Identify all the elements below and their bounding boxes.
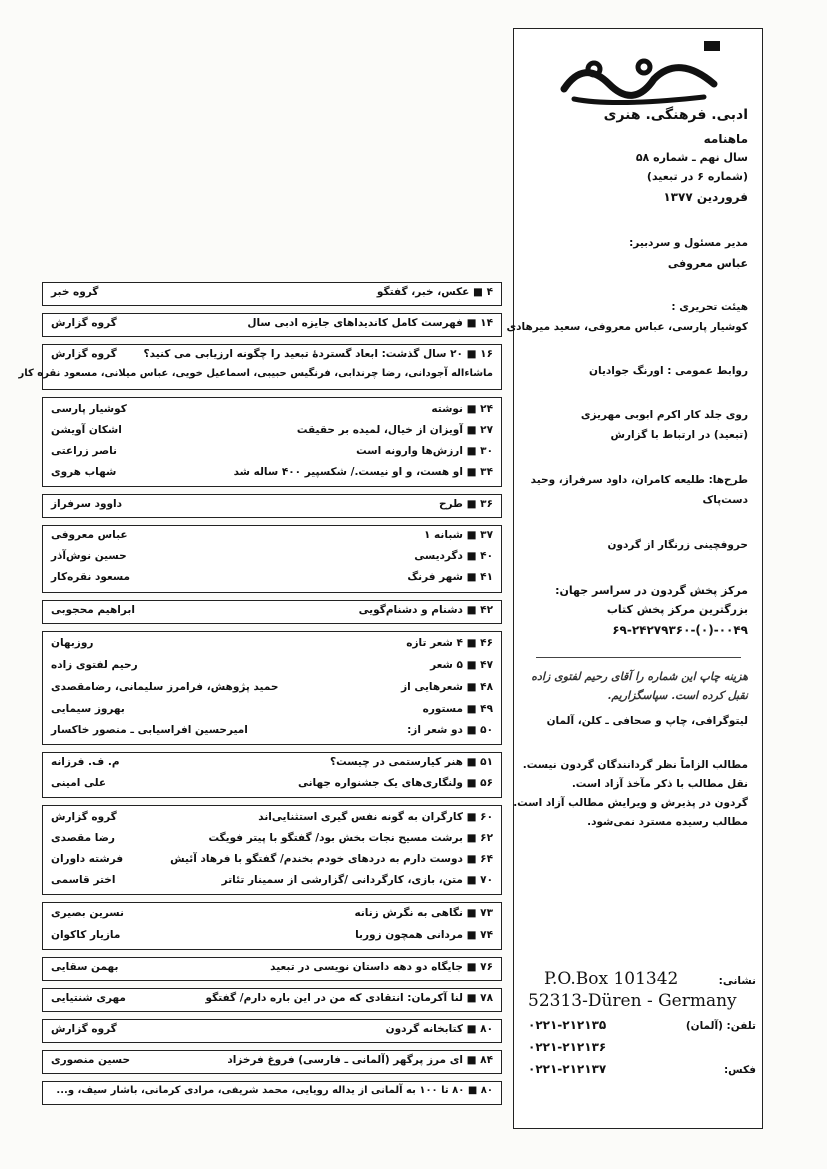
address-pobox: P.O.Box 101342 — [544, 969, 679, 989]
toc-entry[interactable] — [43, 604, 501, 622]
editor-name: عباس معروفی — [667, 257, 748, 270]
disclaimer-line: گردون در پذیرش و ویرایش مطالب آزاد است. — [513, 797, 748, 809]
toc-author: بهمن سقایی — [51, 961, 119, 973]
board-label: هیئت تحریری : — [671, 301, 748, 313]
toc-block-cinema — [42, 752, 502, 798]
toc-entry[interactable] — [43, 681, 501, 699]
toc-title: ۷۴ ■ مردانی همچون زوربا — [355, 929, 493, 941]
toc-block-essays — [42, 397, 502, 487]
toc-block-news — [42, 282, 502, 306]
toc-author: گروه گزارش — [51, 317, 117, 329]
toc-title: ۶۴ ■ دوست دارم به دردهای خودم بخندم/ گفتگو با فرهاد آئیش — [170, 853, 493, 865]
fax-label: فکس: — [723, 1064, 756, 1076]
toc-entry[interactable] — [43, 659, 501, 677]
toc-title: ۴ ■ عکس، خبر، گفتگو — [376, 286, 493, 298]
toc-title: ۲۷ ■ آویزان از خیال، لمیده بر حقیقت — [296, 424, 493, 436]
toc-block-stories — [42, 525, 502, 593]
toc-block-fiction — [42, 957, 502, 981]
sponsor-note-cont: نقبل کرده است. سپاسگزاریم. — [607, 689, 748, 702]
sponsor-note: هزینه چاپ این شماره را آقای رحیم لفتوی زاده — [531, 670, 748, 683]
toc-entry[interactable] — [43, 445, 501, 463]
toc-author: بهروز سیمایی — [51, 703, 125, 715]
phone-label: تلفن: (آلمان) — [685, 1020, 756, 1032]
distribution-phone: ۰۰۴۹-(۰)-۶۹-۲۴۲۷۹۳۶۰ — [612, 623, 748, 637]
toc-entry[interactable] — [43, 992, 501, 1010]
issue-number: سال نهم ـ شماره ۵۸ — [635, 151, 748, 164]
toc-entry[interactable] — [43, 466, 501, 484]
toc-author: مهری شنتیایی — [51, 992, 126, 1004]
editor-label: مدیر مسئول و سردبیر: — [629, 237, 748, 249]
masthead — [506, 28, 763, 1129]
toc-block-poetry — [42, 631, 502, 745]
designs-credit-cont: دست‌پاک — [702, 494, 748, 506]
toc-title: ۳۷ ■ شبانه ۱ — [423, 529, 493, 541]
issue-date: فروردین ۱۳۷۷ — [663, 190, 748, 204]
fax-number: ۰۲۲۱-۲۱۲۱۳۷ — [528, 1062, 607, 1076]
toc-author: فرشته داوران — [51, 853, 124, 865]
toc-entry[interactable] — [43, 756, 501, 774]
toc-author: گروه گزارش — [51, 811, 117, 823]
toc-title: ۵۱ ■ هنر کیارستمی در چیست؟ — [330, 756, 493, 768]
toc-title: ۸۴ ■ ای مرز پرگهر (آلمانی ـ فارسی) فروغ فرخزاد — [227, 1054, 493, 1066]
disclaimer-line: مطالب رسیده مسترد نمی‌شود. — [587, 816, 748, 828]
disclaimer-line: نقل مطالب با ذکر مآخذ آزاد است. — [571, 778, 748, 790]
toc-entry[interactable] — [43, 286, 501, 304]
toc-block-library — [42, 1019, 502, 1043]
toc-entry[interactable] — [43, 424, 501, 442]
toc-entry[interactable] — [43, 637, 501, 655]
toc-author: نسرین بصیری — [51, 907, 124, 919]
divider — [536, 657, 741, 658]
toc-title: ۴۷ ■ ۵ شعر — [430, 659, 493, 671]
toc-author: کوشیار پارسی — [51, 403, 127, 415]
toc-title: ۳۰ ■ ارزش‌ها وارونه است — [356, 445, 493, 457]
designs-credit: طرح‌ها: طلیعه کامران، داود سرفراز، وحید — [530, 474, 748, 486]
board-names: کوشیار پارسی، عباس معروفی، سعید میرهادی — [506, 321, 748, 333]
toc-title: ۳۴ ■ او هست، و او نیست./ شکسپیر ۴۰۰ ساله شد — [233, 466, 493, 478]
distribution-label: مرکز پخش گردون در سراسر جهان: — [555, 584, 748, 597]
toc-title: ۴۶ ■ ۴ شعر تازه — [406, 637, 493, 649]
toc-entry[interactable] — [43, 1054, 501, 1072]
toc-title: ۶۰ ■ کارگران به گونه نفس گیری استثنایی‌اند — [258, 811, 493, 823]
toc-title: ۴۲ ■ دشنام و دشنام‌گویی — [358, 604, 493, 616]
toc-author: ابراهیم محجوبی — [51, 604, 135, 616]
disclaimer-line: مطالب الزاماً نظر گردانندگان گردون نیست. — [522, 759, 748, 771]
toc-entry[interactable] — [43, 529, 501, 547]
printing-credit: لیتوگرافی، چاپ و صحافی ـ کلن، آلمان — [546, 715, 748, 727]
toc-author: شهاب هروی — [51, 466, 117, 478]
toc-block-german-section — [42, 1081, 502, 1105]
toc-entry[interactable] — [43, 961, 501, 979]
public-relations: روابط عمومی : اورنگ جوادیان — [589, 365, 748, 377]
toc-block-interview — [42, 988, 502, 1012]
toc-entry[interactable] — [43, 498, 501, 516]
toc-title: ۵۶ ■ ولنگاری‌های یک جشنواره جهانی — [297, 777, 493, 789]
toc-title: ۴۹ ■ مستوره — [422, 703, 493, 715]
tagline: ادبی. فرهنگی. هنری — [603, 107, 748, 123]
toc-author: حسین منصوری — [51, 1054, 131, 1066]
toc-author: علی امینی — [51, 777, 107, 789]
toc-title: ۱۴ ■ فهرست کامل کاندیداهای جایزه ادبی سال — [247, 317, 493, 329]
toc-author: مسعود نقره‌کار — [51, 571, 131, 583]
toc-title: ۴۸ ■ شعرهایی از — [401, 681, 493, 693]
toc-title: ۲۴ ■ نوشته — [431, 403, 493, 415]
toc-author: گروه گزارش — [51, 1023, 117, 1035]
toc-title: ۱۶ ■ ۲۰ سال گذشت: ابعاد گستردهٔ تبعید را چگونه ارزیابی می کنید؟ — [143, 348, 493, 360]
toc-title: ۷۶ ■ جایگاه دو دهه داستان نویسی در تبعید — [270, 961, 493, 973]
toc-block-theater — [42, 805, 502, 895]
toc-title: ۴۰ ■ دگردیسی — [414, 550, 493, 562]
frequency: ماهنامه — [703, 132, 748, 146]
toc-entry[interactable] — [43, 317, 501, 335]
toc-author: مازیار کاکوان — [51, 929, 121, 941]
toc-entry[interactable] — [43, 724, 501, 742]
toc-block-candidates — [42, 313, 502, 337]
toc-entry[interactable] — [43, 403, 501, 421]
toc-contributors-text: ماشاءاله آجودانی، رضا چرندابی، فرنگیس حبیبی، اسماعیل خویی، عباس میلانی، مسعود نقره کار — [18, 368, 493, 379]
toc-title: ۸۰ ■ کتابخانه گردون — [385, 1023, 493, 1035]
toc-author: داوود سرفراز — [51, 498, 122, 510]
toc-entry[interactable] — [43, 853, 501, 871]
toc-entry[interactable] — [43, 874, 501, 892]
toc-entry[interactable] — [43, 929, 501, 947]
toc-entry[interactable] — [43, 1023, 501, 1041]
toc-entry[interactable] — [43, 1085, 501, 1103]
toc-author: ناصر زراعتی — [51, 445, 117, 457]
toc-author: حسین نوش‌آذر — [51, 550, 127, 562]
gardoon-logo — [554, 39, 724, 109]
toc-author: اختر قاسمی — [51, 874, 116, 886]
cover-credit: روی جلد کار اکرم ابوبی مهریزی — [580, 409, 748, 421]
toc-entry[interactable] — [43, 703, 501, 721]
toc-author: امیرحسین افراسیابی ـ منصور خاکسار — [51, 724, 248, 736]
toc-title: ۷۳ ■ نگاهی به نگرش زنانه — [354, 907, 493, 919]
toc-block-insult — [42, 600, 502, 624]
toc-author: عباس معروفی — [51, 529, 128, 541]
address-city: 52313-Düren - Germany — [528, 991, 737, 1011]
toc-title: ۷۰ ■ متن، بازی، کارگردانی /گزارشی از سمینار تئاتر — [221, 874, 493, 886]
toc-author: رضا مقصدی — [51, 832, 115, 844]
toc-entry[interactable] — [43, 348, 501, 366]
toc-title: ۷۸ ■ لنا آکرمان: انتقادی که من در این باره دارم/ گفتگو — [205, 992, 493, 1004]
toc-entry[interactable] — [43, 777, 501, 795]
toc-title: ۶۲ ■ برشت مسیح نجات بخش بود/ گفتگو با پیتر فویگت — [208, 832, 493, 844]
toc-entry[interactable] — [43, 550, 501, 568]
toc-entry[interactable] — [43, 832, 501, 850]
toc-author: م. ف. فرزانه — [51, 756, 120, 768]
toc-block-women — [42, 902, 502, 950]
toc-german-text: ۸۰ ■ ۸۰ تا ۱۰۰ به آلمانی از یداله رویایی، محمد شریفی، مرادی کرمانی، باشار سیف، و... — [56, 1085, 493, 1096]
toc-author: حمید پژوهش، فرامرز سلیمانی، رضامقصدی — [51, 681, 279, 693]
phone-number: ۰۲۲۱-۲۱۲۱۳۵ — [528, 1018, 607, 1032]
toc-block-exile-survey — [18, 344, 502, 390]
toc-entry[interactable] — [43, 571, 501, 589]
distribution-name: بزرگترین مرکز پخش کتاب — [606, 603, 748, 616]
toc-entry[interactable] — [43, 811, 501, 829]
exile-issue: (شماره ۶ در تبعید) — [646, 170, 748, 183]
toc-block-drawing — [42, 494, 502, 518]
toc-author: گروه خبر — [51, 286, 99, 298]
toc-entry[interactable] — [43, 907, 501, 925]
typesetting-credit: حروفچینی زرنگار از گردون — [607, 539, 748, 551]
toc-title: ۴۱ ■ شهر فرنگ — [407, 571, 493, 583]
cover-credit-note: (تبعید) در ارتباط با گزارش — [610, 429, 748, 441]
toc-author: روزبهان — [51, 637, 94, 649]
toc-contributors — [18, 368, 501, 386]
toc-author: اشکان آویشن — [51, 424, 122, 436]
toc-title: ۳۶ ■ طرح — [438, 498, 493, 510]
toc-author: رحیم لفتوی زاده — [51, 659, 138, 671]
address-label: نشانی: — [718, 975, 756, 987]
toc-title: ۵۰ ■ دو شعر از: — [407, 724, 493, 736]
toc-author: گروه گزارش — [51, 348, 117, 360]
phone-number: ۰۲۲۱-۲۱۲۱۳۶ — [528, 1040, 607, 1054]
toc-block-poem-translation — [42, 1050, 502, 1074]
